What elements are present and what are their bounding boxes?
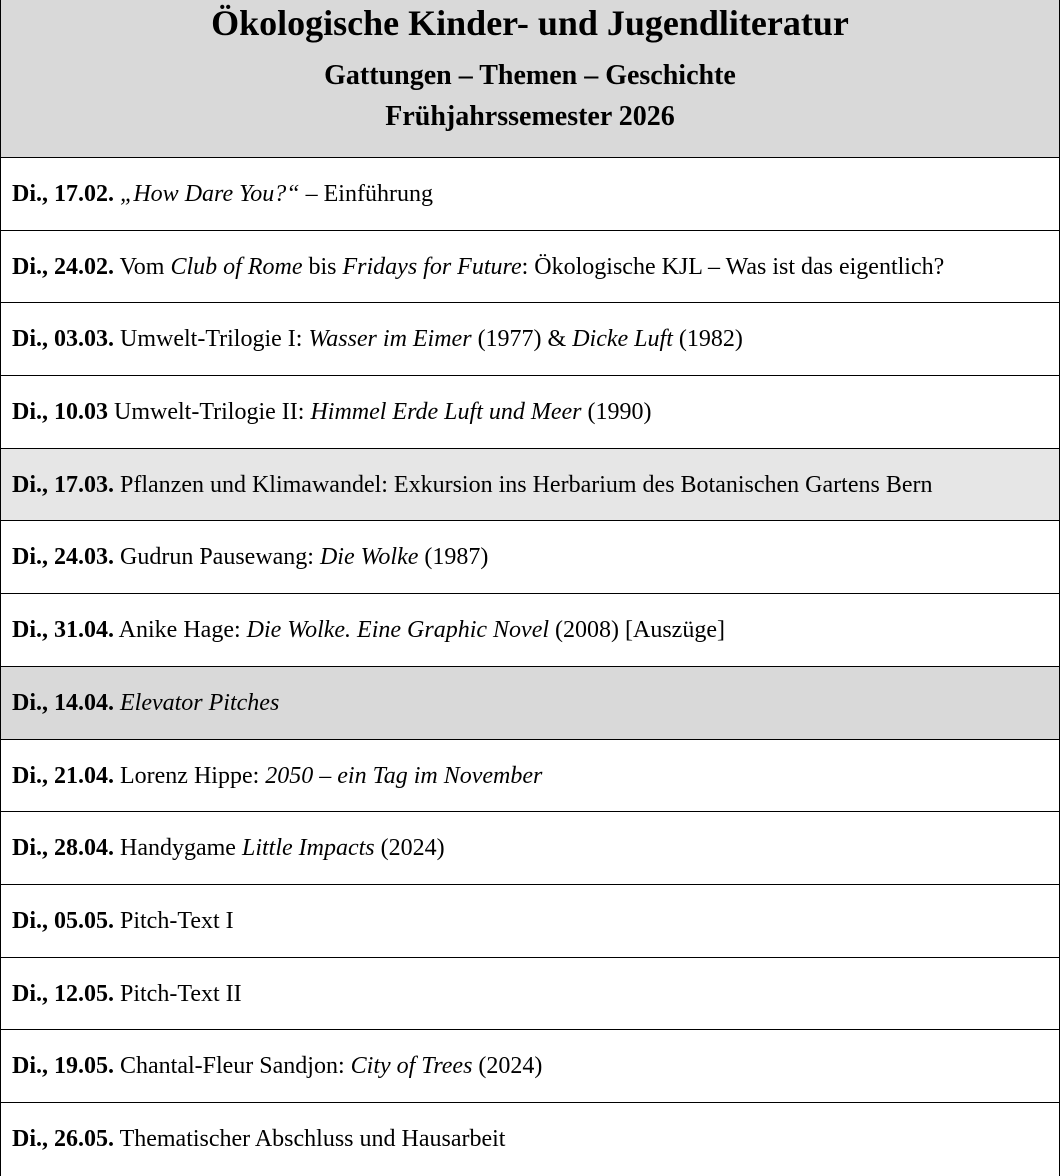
session-date: Di., 24.02. xyxy=(12,253,114,280)
session-row xyxy=(1,958,1059,1031)
session-date: Di., 17.03. xyxy=(12,471,114,498)
session-text: Umwelt-Trilogie II: xyxy=(108,399,311,426)
session-text: (2008) [Auszüge] xyxy=(549,617,725,644)
session-text: (1987) xyxy=(418,544,489,571)
session-work-title: Himmel Erde Luft und Meer xyxy=(310,399,582,426)
session-text: (1990) xyxy=(581,399,652,426)
session-row xyxy=(1,740,1059,813)
session-text: Lorenz Hippe: xyxy=(114,762,266,789)
session-text: Gudrun Pausewang: xyxy=(114,544,320,571)
session-text: (2024) xyxy=(374,835,445,862)
course-title: Ökologische Kinder- und Jugendliteratur xyxy=(211,3,849,43)
session-work-title: Dicke Luft xyxy=(572,326,673,353)
session-row xyxy=(1,667,1059,740)
session-row xyxy=(1,1030,1059,1103)
session-date: Di., 21.04. xyxy=(12,762,114,789)
session-text: bis xyxy=(302,253,343,280)
session-text: : Ökologische KJL – Was ist das eigentlich? xyxy=(521,253,945,280)
session-work-title: Die Wolke xyxy=(319,544,419,571)
session-text: Pflanzen und Klimawandel: Exkursion ins Herbarium des Botanischen Gartens Bern xyxy=(114,471,933,498)
session-text: (2024) xyxy=(472,1053,543,1080)
session-date: Di., 24.03. xyxy=(12,544,114,571)
session-row xyxy=(1,885,1059,958)
session-date: Di., 05.05. xyxy=(12,907,114,934)
session-date: Di., 17.02. xyxy=(12,181,114,207)
session-date: Di., 14.04. xyxy=(12,689,114,716)
session-row xyxy=(1,812,1059,885)
session-row xyxy=(1,594,1059,667)
session-work-title: Club of Rome xyxy=(170,253,303,280)
session-date: Di., 31.04. xyxy=(12,617,114,644)
session-work-title: Fridays for Future xyxy=(342,253,522,280)
session-work-title: Little Impacts xyxy=(241,835,375,862)
session-text: Umwelt-Trilogie I: xyxy=(114,326,309,353)
session-work-title: „How Dare You?“ xyxy=(120,181,300,207)
session-text: Thematischer Abschluss und Hausarbeit xyxy=(114,1125,506,1152)
session-work-title: 2050 – ein Tag im November xyxy=(265,762,543,789)
session-row xyxy=(1,1103,1059,1176)
session-row xyxy=(1,449,1059,522)
session-date: Di., 26.05. xyxy=(12,1125,114,1152)
session-text: (1977) & xyxy=(471,326,573,353)
session-work-title: Elevator Pitches xyxy=(120,689,280,716)
session-text: Chantal-Fleur Sandjon: xyxy=(114,1053,351,1080)
semester-label: Frühjahrssemester 2026 xyxy=(385,101,675,132)
session-row xyxy=(1,158,1059,231)
session-text: Vom xyxy=(114,253,171,280)
session-text: (1982) xyxy=(672,326,743,353)
session-date: Di., 10.03 xyxy=(12,399,108,426)
session-text: Handygame xyxy=(114,835,242,862)
session-date: Di., 28.04. xyxy=(12,835,114,862)
session-text: Pitch-Text II xyxy=(114,980,242,1007)
session-row xyxy=(1,303,1059,376)
session-date: Di., 03.03. xyxy=(12,326,114,353)
session-text: Anike Hage: xyxy=(114,617,247,644)
session-text: Pitch-Text I xyxy=(114,907,234,934)
syllabus-header xyxy=(1,0,1059,158)
session-text: – Einführung xyxy=(299,181,433,207)
course-subtitle: Gattungen – Themen – Geschichte xyxy=(324,60,736,91)
session-row xyxy=(1,521,1059,594)
session-work-title: Wasser im Eimer xyxy=(308,326,472,353)
session-row xyxy=(1,231,1059,304)
session-row xyxy=(1,376,1059,449)
session-work-title: Die Wolke. Eine Graphic Novel xyxy=(246,617,550,644)
session-work-title: City of Trees xyxy=(350,1053,473,1080)
session-date: Di., 19.05. xyxy=(12,1053,114,1080)
session-list xyxy=(1,158,1059,1176)
session-date: Di., 12.05. xyxy=(12,980,114,1007)
